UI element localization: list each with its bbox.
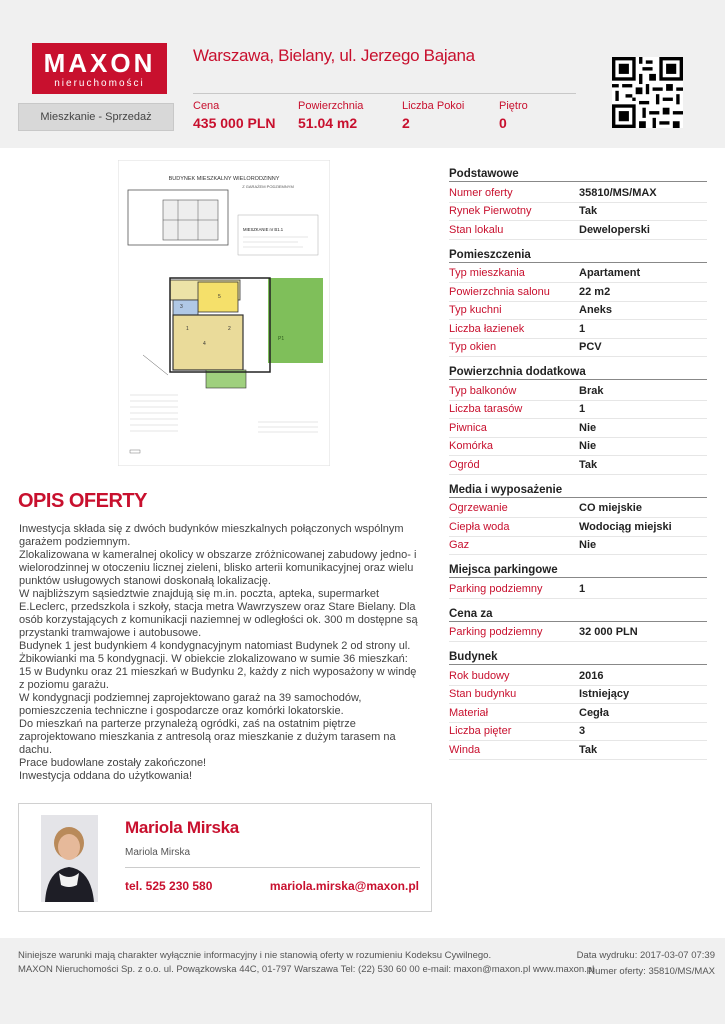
description-paragraph: Prace budowlane zostały zakończone! bbox=[19, 757, 207, 769]
param-value: Aneks bbox=[579, 304, 613, 317]
param-row bbox=[449, 419, 707, 438]
stat-price bbox=[193, 100, 276, 131]
property-parameters bbox=[449, 168, 707, 769]
listing-title: Warszawa, Bielany, ul. Jerzego Bajana bbox=[193, 46, 475, 65]
param-key: Ogrzewanie bbox=[449, 502, 508, 515]
param-row bbox=[449, 580, 707, 599]
description-paragraph: Do mieszkań na parterze przynależą ogródki, zaś na ostatnim piętrze zaprojektowano mieszkania z antresolą oraz mieszkanie z dużym tarasem na dachu. bbox=[19, 718, 396, 756]
param-value: Nie bbox=[579, 539, 597, 552]
param-row bbox=[449, 624, 707, 643]
description-paragraph: Zlokalizowana w kameralnej okolicy w obszarze zróżnicowanej zabudowy jedno- i wielorodzinnej w otoczeniu licznej zieleni, blisko arterii komunikacyjnej oraz wielu punktów usługowych stanowi doskonałą lokalizację. bbox=[19, 549, 417, 587]
param-value: 1 bbox=[579, 322, 586, 335]
param-row bbox=[449, 320, 707, 339]
agent-avatar bbox=[41, 815, 98, 902]
footer-print-date: Data wydruku: 2017-03-07 07:39 bbox=[576, 950, 715, 961]
param-key: Parking podziemny bbox=[449, 626, 543, 639]
logo-subtext: nieruchomości bbox=[54, 78, 145, 89]
param-row bbox=[449, 667, 707, 686]
param-key: Typ balkonów bbox=[449, 384, 517, 397]
listing-category: Mieszkanie - Sprzedaż bbox=[18, 103, 174, 131]
param-row bbox=[449, 401, 707, 420]
param-row bbox=[449, 221, 707, 240]
param-key: Ogród bbox=[449, 458, 480, 471]
param-key: Parking podziemny bbox=[449, 582, 543, 595]
floor-plan bbox=[118, 160, 330, 466]
param-row bbox=[449, 723, 707, 742]
stat-label: Piętro bbox=[499, 100, 528, 112]
param-value: 1 bbox=[579, 403, 586, 416]
param-value: 1 bbox=[579, 582, 586, 595]
param-section-title: Miejsca parkingowe bbox=[449, 564, 707, 578]
param-key: Rynek Pierwotny bbox=[449, 205, 532, 218]
description-paragraph: Budynek 1 jest budynkiem 4 kondygnacyjnym natomiast Budynek 2 od strony ul. Żbikowianki ma 5 kondygnacji. W obiekcie zlokalizowano w sumie 36 mieszkań: 15 w Budynku oraz 21 mieszkań w Budynku 2, każdy z nich wyposażony w windę z poziomu garażu. bbox=[19, 640, 417, 691]
stat-label: Liczba Pokoi bbox=[402, 100, 465, 112]
param-value: PCV bbox=[579, 341, 602, 354]
param-key: Piwnica bbox=[449, 421, 487, 434]
param-value: Istniejący bbox=[579, 688, 630, 701]
param-key: Gaz bbox=[449, 539, 470, 552]
room-number: 4 bbox=[203, 341, 206, 347]
agent-email-link[interactable]: mariola.mirska@maxon.pl bbox=[269, 879, 419, 893]
param-value: Deweloperski bbox=[579, 223, 650, 236]
plan-subheading: Z GARAŻEM PODZIEMNYM bbox=[242, 184, 294, 189]
param-value: Brak bbox=[579, 384, 604, 397]
stat-value: 0 bbox=[499, 115, 507, 131]
param-key: Liczba tarasów bbox=[449, 403, 523, 416]
param-value: 32 000 PLN bbox=[579, 626, 638, 639]
param-value: Tak bbox=[579, 743, 598, 756]
param-row bbox=[449, 686, 707, 705]
param-value: Nie bbox=[579, 421, 597, 434]
maxon-logo[interactable] bbox=[32, 43, 167, 94]
agent-subtitle: Mariola Mirska bbox=[125, 847, 191, 858]
description-body bbox=[19, 523, 419, 783]
description-paragraph: Inwestycja oddana do użytkowania! bbox=[19, 770, 193, 782]
description-paragraph: W kondygnacji podziemnej zaprojektowano garaż na 39 samochodów, pomieszczenia techniczne i gospodarcze oraz komórki lokatorskie. bbox=[19, 692, 362, 717]
param-value: 35810/MS/MAX bbox=[579, 186, 657, 199]
stat-floor bbox=[499, 100, 528, 131]
param-section-title: Pomieszczenia bbox=[449, 249, 707, 263]
stat-rooms bbox=[402, 100, 464, 131]
agent-name: Mariola Mirska bbox=[125, 818, 239, 837]
param-row bbox=[449, 184, 707, 203]
param-section-title: Media i wyposażenie bbox=[449, 484, 707, 498]
description-title: OPIS OFERTY bbox=[18, 490, 147, 512]
garden-label: P1 bbox=[278, 336, 285, 342]
param-row bbox=[449, 438, 707, 457]
param-key: Stan lokalu bbox=[449, 223, 504, 236]
param-row bbox=[449, 741, 707, 760]
param-key: Winda bbox=[449, 743, 481, 756]
room-number: 1 bbox=[186, 326, 189, 332]
stat-label: Cena bbox=[193, 100, 220, 112]
param-section bbox=[449, 608, 707, 643]
param-key: Typ okien bbox=[449, 341, 497, 354]
footer bbox=[0, 938, 725, 1024]
param-section bbox=[449, 564, 707, 599]
description-paragraph: Inwestycja składa się z dwóch budynków mieszkalnych połączonych wspólnym garażem podziemnym. bbox=[19, 523, 404, 548]
param-row bbox=[449, 203, 707, 222]
title-divider bbox=[193, 93, 576, 94]
param-value: 22 m2 bbox=[579, 285, 611, 298]
param-row bbox=[449, 500, 707, 519]
agent-divider bbox=[125, 867, 420, 868]
param-section-title: Cena za bbox=[449, 608, 707, 622]
param-key: Powierzchnia salonu bbox=[449, 285, 550, 298]
param-key: Liczba pięter bbox=[449, 725, 512, 738]
param-value: Nie bbox=[579, 440, 597, 453]
agent-card bbox=[18, 803, 432, 912]
param-key: Liczba łazienek bbox=[449, 322, 525, 335]
param-key: Ciepła woda bbox=[449, 520, 510, 533]
param-section bbox=[449, 168, 707, 240]
param-row bbox=[449, 283, 707, 302]
room-number: 2 bbox=[228, 326, 231, 332]
param-section-title: Podstawowe bbox=[449, 168, 707, 182]
param-row bbox=[449, 339, 707, 358]
param-value: 3 bbox=[579, 725, 586, 738]
param-row bbox=[449, 704, 707, 723]
stat-value: 2 bbox=[402, 115, 410, 131]
param-section bbox=[449, 651, 707, 760]
param-value: Tak bbox=[579, 458, 598, 471]
param-value: CO miejskie bbox=[579, 502, 642, 515]
stat-value: 435 000 PLN bbox=[193, 115, 276, 131]
param-key: Stan budynku bbox=[449, 688, 517, 701]
plan-heading: BUDYNEK MIESZKALNY WIELORODZINNY bbox=[168, 176, 280, 182]
param-key: Typ mieszkania bbox=[449, 267, 525, 280]
footer-disclaimer: Niniejsze warunki mają charakter wyłącznie informacyjny i nie stanowią oferty w rozumieniu Kodeksu Cywilnego. bbox=[18, 950, 492, 961]
logo-text: MAXON bbox=[43, 48, 156, 78]
stat-label: Powierzchnia bbox=[298, 100, 364, 112]
param-row bbox=[449, 302, 707, 321]
param-row bbox=[449, 518, 707, 537]
stat-value: 51.04 m2 bbox=[298, 115, 358, 131]
stat-area bbox=[298, 100, 363, 131]
room-number: 5 bbox=[218, 294, 221, 300]
qr-code-icon bbox=[612, 57, 683, 128]
param-value: Cegła bbox=[579, 706, 609, 719]
param-value: Tak bbox=[579, 205, 598, 218]
param-section bbox=[449, 484, 707, 556]
param-row bbox=[449, 265, 707, 284]
header bbox=[0, 0, 725, 148]
param-row bbox=[449, 537, 707, 556]
param-key: Typ kuchni bbox=[449, 304, 502, 317]
room-number: 3 bbox=[180, 304, 183, 310]
param-row bbox=[449, 456, 707, 475]
param-value: Wodociąg miejski bbox=[579, 520, 672, 533]
param-section bbox=[449, 366, 707, 475]
param-row bbox=[449, 382, 707, 401]
footer-company: MAXON Nieruchomości Sp. z o.o. ul. Powązkowska 44C, 01-797 Warszawa Tel: (22) 530 60 00 e-mail: maxon@maxon.pl www.maxon.pl bbox=[18, 964, 595, 975]
param-key: Rok budowy bbox=[449, 669, 510, 682]
footer-offer-number: Numer oferty: 35810/MS/MAX bbox=[588, 966, 715, 977]
param-section-title: Budynek bbox=[449, 651, 707, 665]
description-paragraph: W najbliższym sąsiedztwie znajdują się m.in. poczta, apteka, supermarket E.Leclerc, przedszkola i szkoły, stacja metra Wawrzyszew oraz Stare Bielany. Dla osób korzystających z komunikacji naziemnej w odległości ok. 300 m dostępne są przystanki tramwajowe i autobusowe. bbox=[19, 588, 418, 639]
plan-unit-label: MIESZKANIE nr B1.1 bbox=[243, 227, 284, 232]
param-key: Numer oferty bbox=[449, 186, 513, 199]
param-key: Materiał bbox=[449, 706, 489, 719]
param-section bbox=[449, 249, 707, 358]
param-value: Apartament bbox=[579, 267, 641, 280]
param-section-title: Powierzchnia dodatkowa bbox=[449, 366, 707, 380]
agent-phone-link[interactable]: tel. 525 230 580 bbox=[125, 879, 213, 893]
param-key: Komórka bbox=[449, 440, 494, 453]
param-value: 2016 bbox=[579, 669, 604, 682]
